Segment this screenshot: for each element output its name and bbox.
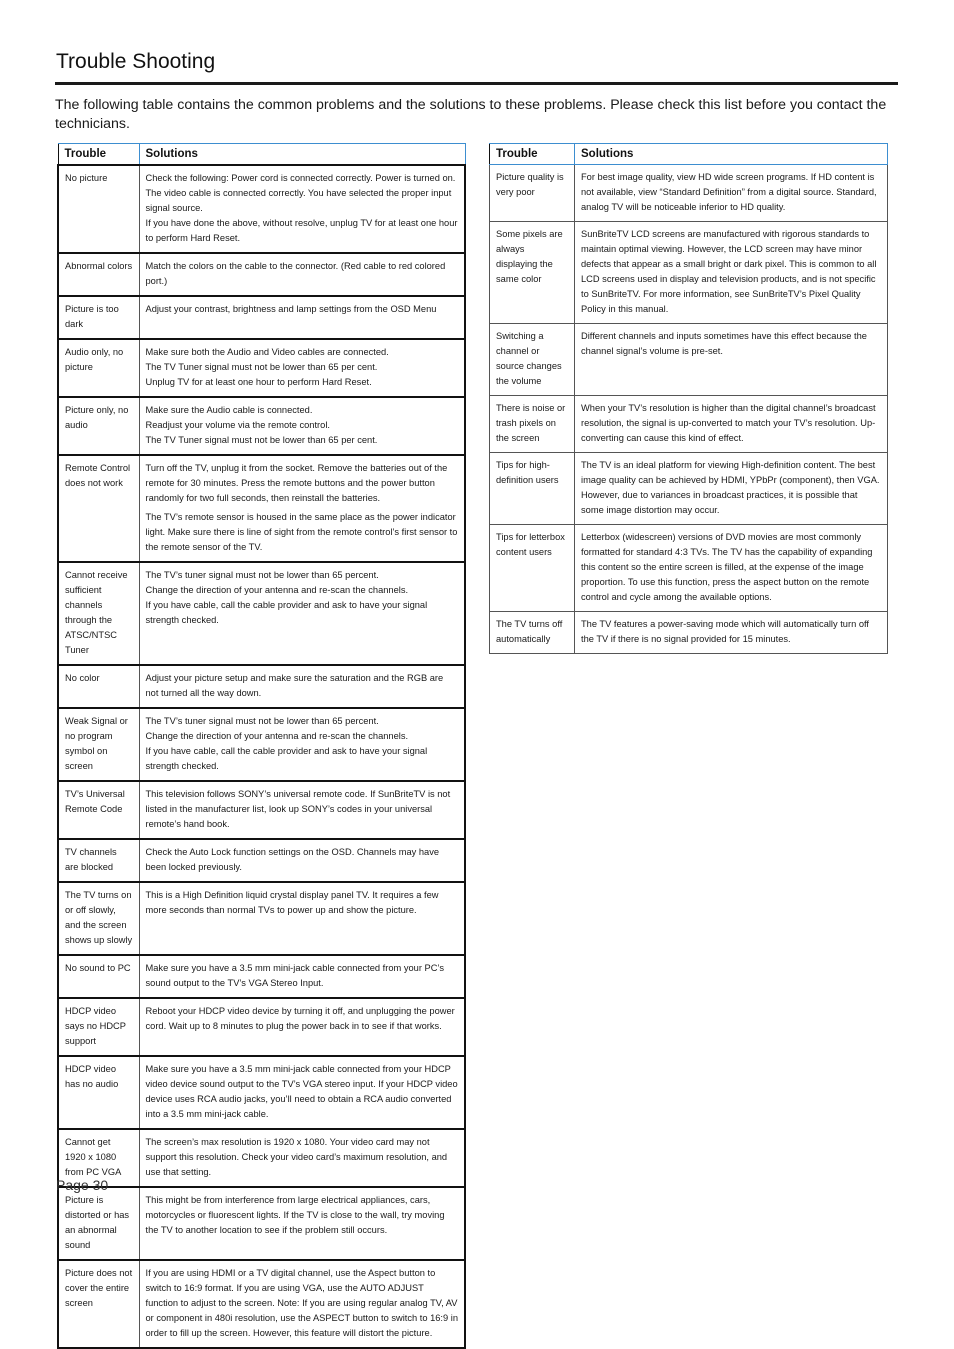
table-row xyxy=(58,955,465,998)
solution-cell xyxy=(139,1129,465,1187)
trouble-cell: Abnormal colors xyxy=(58,253,139,296)
trouble-cell: TV’s Universal Remote Code xyxy=(58,781,139,839)
solution-cell xyxy=(139,708,465,781)
solution-line: Check the following: Power cord is connected correctly. Power is turned on. xyxy=(145,172,456,183)
trouble-cell: Picture is distorted or has an abnormal sound xyxy=(58,1187,139,1260)
solution-line: Match the colors on the cable to the connector. (Red cable to red colored port.) xyxy=(145,260,446,286)
solution-line: Change the direction of your antenna and re-scan the channels. xyxy=(145,730,409,741)
table-row xyxy=(58,708,465,781)
table-row xyxy=(58,998,465,1056)
table-row xyxy=(58,455,465,562)
solution-line: The TV’s tuner signal must not be lower than 65 percent. xyxy=(145,715,379,726)
solution-cell xyxy=(575,396,888,453)
page-title: Trouble Shooting xyxy=(56,50,216,73)
table-row xyxy=(58,839,465,882)
solution-line: Reboot your HDCP video device by turning it off, and unplugging the power cord. Wait up to 8 minutes to plug the power back in to see if that works. xyxy=(145,1005,455,1031)
solution-line: The TV is an ideal platform for viewing High-definition content. The best image quality can be achieved by HDMI, YPbPr (component), then VGA. However, due to variances in broadcast practices, it is possible that some image distortion may occur. xyxy=(581,460,880,515)
solution-cell xyxy=(139,253,465,296)
intro-paragraph: The following table contains the common problems and the solutions to these problems. Please check this list before you contact the technicians. xyxy=(55,97,887,132)
trouble-cell: Remote Control does not work xyxy=(58,455,139,562)
solution-cell xyxy=(139,397,465,455)
solution-line: This is a High Definition liquid crystal display panel TV. It requires a few more seconds than normal TVs to power up and show the picture. xyxy=(145,889,439,915)
solution-cell xyxy=(575,165,888,222)
solution-line: The TV Tuner signal must not be lower than 65 per cent. xyxy=(145,361,378,372)
trouble-cell: Audio only, no picture xyxy=(58,339,139,397)
solution-line: Unplug TV for at least one hour to perform Hard Reset. xyxy=(145,376,372,387)
solution-line: If you have cable, call the cable provider and ask to have your signal strength checked. xyxy=(145,599,428,625)
table-row xyxy=(58,1187,465,1260)
trouble-cell: No sound to PC xyxy=(58,955,139,998)
solution-line: This might be from interference from large electrical appliances, cars, motorcycles or fluorescent lights. If the TV is close to the wall, try moving the TV to another location to see if the problem still occurs. xyxy=(145,1194,445,1235)
trouble-cell: The TV turns off automatically xyxy=(490,612,575,654)
trouble-cell: Picture does not cover the entire screen xyxy=(58,1260,139,1348)
solution-line: The screen’s max resolution is 1920 x 1080. Your video card may not support this resolution. Check your video card’s maximum resolution, and use that setting. xyxy=(145,1136,448,1177)
solution-cell xyxy=(139,1187,465,1260)
trouble-cell: Tips for high-definition users xyxy=(490,453,575,525)
solution-cell xyxy=(139,1260,465,1348)
trouble-cell: Switching a channel or source changes the volume xyxy=(490,324,575,396)
table-row xyxy=(490,525,888,612)
table-row xyxy=(58,1129,465,1187)
trouble-cell: Tips for letterbox content users xyxy=(490,525,575,612)
table-header-row xyxy=(490,144,888,165)
troubleshooting-table-left xyxy=(57,143,466,1349)
table-row xyxy=(58,397,465,455)
table-row xyxy=(490,453,888,525)
trouble-cell: Picture is too dark xyxy=(58,296,139,339)
solution-line: The TV Tuner signal must not be lower than 65 per cent. xyxy=(145,434,378,445)
trouble-cell: Weak Signal or no program symbol on screen xyxy=(58,708,139,781)
solution-cell xyxy=(139,781,465,839)
solution-cell xyxy=(575,453,888,525)
trouble-cell: Cannot get 1920 x 1080 from PC VGA xyxy=(58,1129,139,1187)
solution-line: Make sure the Audio cable is connected. xyxy=(145,404,313,415)
solution-cell xyxy=(139,339,465,397)
trouble-cell: Some pixels are always displaying the same color xyxy=(490,222,575,324)
solution-cell xyxy=(139,562,465,665)
table-row xyxy=(58,253,465,296)
solution-line: Adjust your picture setup and make sure the saturation and the RGB are not turned all the way down. xyxy=(145,672,444,698)
solution-cell xyxy=(139,998,465,1056)
trouble-cell: There is noise or trash pixels on the screen xyxy=(490,396,575,453)
trouble-cell: No picture xyxy=(58,165,139,253)
table-row xyxy=(58,1260,465,1348)
solution-line: Make sure you have a 3.5 mm mini-jack cable connected from your PC’s sound output to the TV’s VGA Stereo Input. xyxy=(145,962,444,988)
solution-cell xyxy=(139,165,465,253)
table-row xyxy=(58,665,465,708)
solution-line: Change the direction of your antenna and re-scan the channels. xyxy=(145,584,409,595)
page-number: Page 30 xyxy=(56,1177,109,1193)
table-row xyxy=(490,612,888,654)
solution-line: For best image quality, view HD wide screen programs. If HD content is not available, view “Standard Definition” from a digital source. Standard, analog TV will be noticeable inferior to HD quality. xyxy=(581,172,877,212)
solution-cell xyxy=(139,882,465,955)
solution-cell xyxy=(575,525,888,612)
table-row xyxy=(58,882,465,955)
solution-cell xyxy=(139,455,465,562)
table-header-row xyxy=(58,144,465,165)
solution-line: If you have cable, call the cable provider and ask to have your signal strength checked. xyxy=(145,745,428,771)
solution-line: When your TV’s resolution is higher than the digital channel’s broadcast resolution, the signal is up-converted to match your TV’s resolution. Up-converting can cause this kind of effect. xyxy=(581,403,876,443)
solution-line: If you are using HDMI or a TV digital channel, use the Aspect button to switch to 16:9 format. If you are using VGA, use the AUTO ADJUST function to adjust to the screen. Note: If you are using regular analog TV, AV or component in 480i resolution, use the ASPECT button to switch to 16:9 in order to fill up the screen. However, this feature will distort the picture. xyxy=(145,1267,458,1338)
trouble-cell: Cannot receive sufficient channels through the ATSC/NTSC Tuner xyxy=(58,562,139,665)
solution-line: Make sure both the Audio and Video cables are connected. xyxy=(145,346,389,357)
solution-line: Readjust your volume via the remote control. xyxy=(145,419,330,430)
solution-cell xyxy=(139,296,465,339)
solution-line: Letterbox (widescreen) versions of DVD movies are most commonly formatted for standard 4:3 TVs. The TV has the capability of expanding this content so the entire screen is filled, at the expense of the image proportion. To use this function, press the aspect button on the remote control and cycle among the available options. xyxy=(581,532,873,602)
table-row xyxy=(58,1056,465,1129)
trouble-cell: The TV turns on or off slowly, and the screen shows up slowly xyxy=(58,882,139,955)
trouble-cell: HDCP video says no HDCP support xyxy=(58,998,139,1056)
solution-line: The video cable is connected correctly. You have selected the proper input signal source. xyxy=(145,187,452,213)
trouble-cell: TV channels are blocked xyxy=(58,839,139,882)
solution-line: Check the Auto Lock function settings on the OSD. Channels may have been locked previously. xyxy=(145,846,440,872)
table-row xyxy=(490,222,888,324)
solution-line: Turn off the TV, unplug it from the socket. Remove the batteries out of the remote for 30 minutes. Press the remote buttons and the power button randomly for two full seconds, then reinstall the batteries. xyxy=(145,462,448,503)
table-row xyxy=(490,396,888,453)
troubleshooting-table-right xyxy=(489,143,888,654)
solution-line: If you have done the above, without resolve, unplug TV for at least one hour to perform Hard Reset. xyxy=(145,217,458,243)
solution-cell xyxy=(575,324,888,396)
solutions-column-header: Solutions xyxy=(575,144,888,165)
solution-cell xyxy=(575,222,888,324)
trouble-column-header: Trouble xyxy=(490,144,575,165)
table-row xyxy=(490,324,888,396)
table-row xyxy=(58,562,465,665)
trouble-cell: HDCP video has no audio xyxy=(58,1056,139,1129)
solution-line: The TV’s tuner signal must not be lower than 65 percent. xyxy=(145,569,379,580)
solution-cell xyxy=(139,665,465,708)
table-row xyxy=(490,165,888,222)
table-row xyxy=(58,781,465,839)
solution-cell xyxy=(139,1056,465,1129)
table-row xyxy=(58,296,465,339)
solution-line: Make sure you have a 3.5 mm mini-jack cable connected from your HDCP video device sound output to the TV’s VGA stereo input. If your HDCP video device uses RCA audio jacks, you’ll need to obtain a RCA audio converted into a 3.5 mm mini-jack cable. xyxy=(145,1063,458,1119)
solution-line: The TV features a power-saving mode which will automatically turn off the TV if there is no signal provided for 15 minutes. xyxy=(581,619,869,644)
trouble-column-header: Trouble xyxy=(58,144,139,165)
solution-line: The TV’s remote sensor is housed in the same place as the power indicator light. Make sure there is line of sight from the remote control’s first sensor to the remote sensor of the TV. xyxy=(145,511,458,552)
solution-cell xyxy=(575,612,888,654)
solutions-column-header: Solutions xyxy=(139,144,465,165)
title-rule xyxy=(55,82,898,85)
trouble-cell: Picture quality is very poor xyxy=(490,165,575,222)
trouble-cell: No color xyxy=(58,665,139,708)
solution-line: Different channels and inputs sometimes have this effect because the channel signal’s volume is pre-set. xyxy=(581,331,867,356)
table-row xyxy=(58,339,465,397)
solution-line: Adjust your contrast, brightness and lamp settings from the OSD Menu xyxy=(145,303,437,314)
solution-line: This television follows SONY’s universal remote code. If SunBriteTV is not listed in the manufacturer list, look up SONY’s codes in your universal remote’s hand book. xyxy=(145,788,451,829)
solution-line: SunBriteTV LCD screens are manufactured with rigorous standards to maintain optimal viewing. However, the LCD screen may have minor defects that appear as a small bright or dark pixel. This is common to all LCD screens used in display and television products, and is not specific to SunBriteTV. For more information, see SunBriteTV’s Pixel Quality Policy in this manual. xyxy=(581,229,877,314)
table-row xyxy=(58,165,465,253)
solution-cell xyxy=(139,839,465,882)
solution-cell xyxy=(139,955,465,998)
trouble-cell: Picture only, no audio xyxy=(58,397,139,455)
